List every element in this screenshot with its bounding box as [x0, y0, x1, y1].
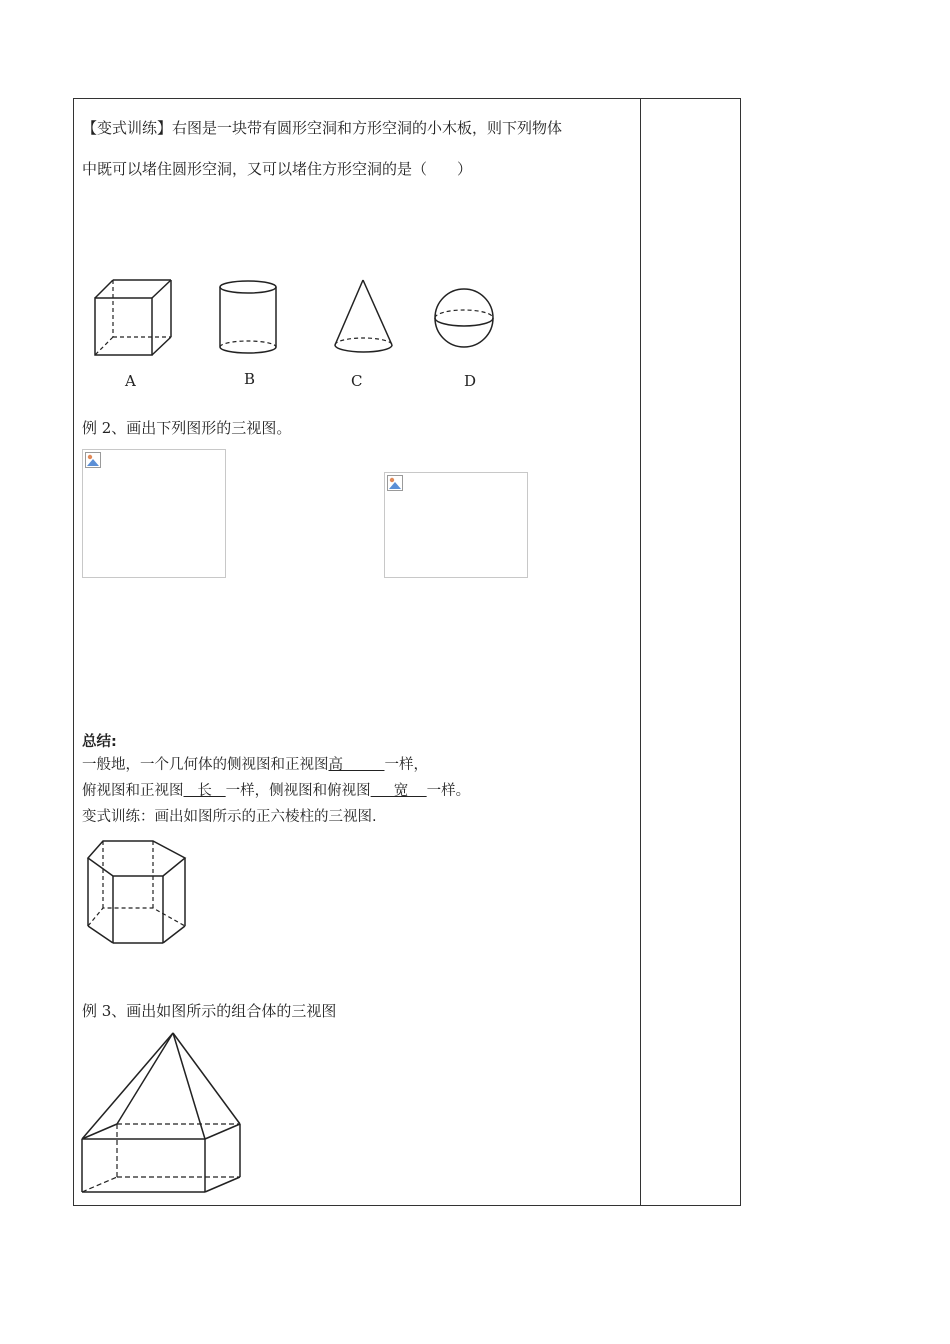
option-c-label: C: [351, 372, 363, 390]
summary-line1-text: 一般地，一个几何体的侧视图和正视图: [82, 757, 329, 773]
summary-heading: 总结:: [82, 734, 117, 750]
summary-line2: [82, 779, 470, 800]
blank-height: 高: [328, 757, 385, 773]
broken-image-icon: [387, 475, 403, 491]
summary-line1-end: 一样，: [384, 757, 428, 773]
option-a-label: A: [125, 372, 136, 390]
blank-length: 长: [183, 783, 226, 799]
image-placeholder: [82, 449, 226, 578]
summary-line1: [82, 753, 428, 774]
variant-training-line2: 中既可以堵住圆形空洞，又可以堵住方形空洞的是（ ）: [82, 160, 473, 178]
example3-title: 例 3、画出如图所示的组合体的三视图: [82, 1002, 337, 1020]
image-placeholder: [384, 472, 528, 578]
variant-training-line1: 【变式训练】右图是一块带有圆形空洞和方形空洞的小木板，则下列物体: [82, 119, 563, 137]
solid-options-figure: [85, 270, 515, 395]
cylinder-figure: [220, 281, 276, 353]
sphere-figure: [435, 289, 493, 347]
summary-line3: 变式训练：画出如图所示的正六棱柱的三视图.: [82, 809, 377, 825]
cone-figure: [335, 280, 392, 352]
example2-title: 例 2、画出下列图形的三视图。: [82, 419, 292, 437]
option-b-label: B: [244, 370, 256, 388]
cube-figure: [95, 280, 171, 355]
hexagonal-prism-figure: [85, 838, 195, 948]
option-d-label: D: [464, 372, 477, 390]
column-divider: [640, 98, 641, 1206]
pyramid-on-prism-figure: [79, 1030, 244, 1195]
broken-image-icon: [85, 452, 101, 468]
summary-line2-text-a: 俯视图和正视图: [82, 783, 184, 799]
blank-width: 宽: [370, 783, 427, 799]
summary-line2-text-c: 一样。: [426, 783, 471, 799]
summary-line2-text-b: 一样，侧视图和俯视图: [225, 783, 371, 799]
